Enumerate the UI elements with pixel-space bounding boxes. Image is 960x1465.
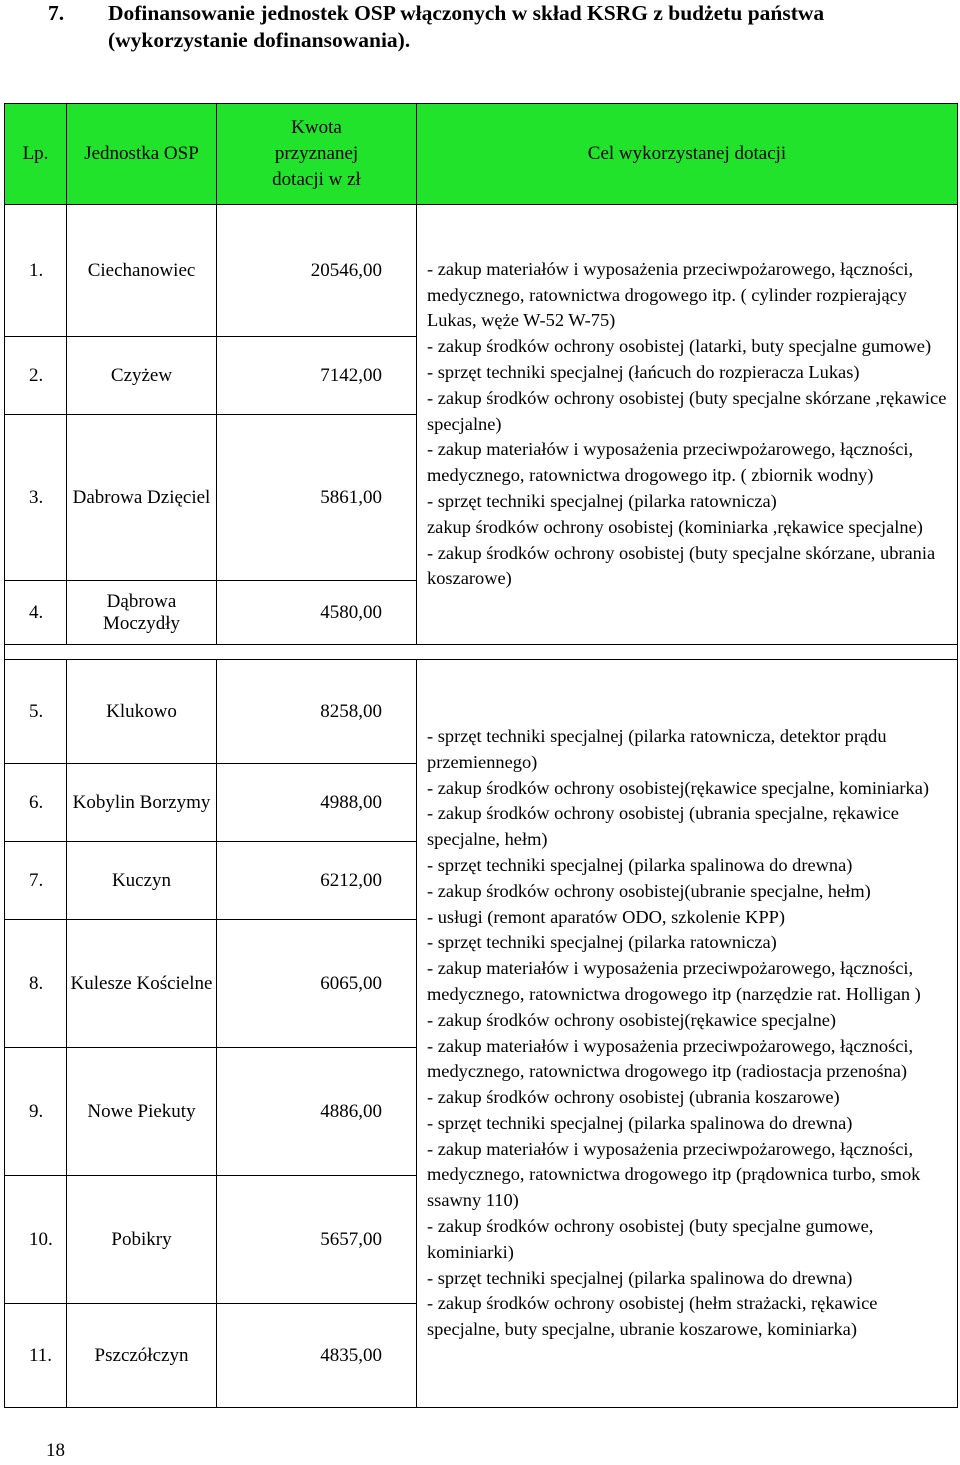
purpose-line: - zakup materiałów i wyposażenia przeciwpożarowego, łączności, medycznego, ratownictwa drogowego itp (radiostacja przenośna) [427,1035,914,1082]
table-row [5,205,958,337]
purpose-cell [417,205,958,645]
row-amount: 6212,00 [217,842,417,920]
row-amount: 4580,00 [217,581,417,645]
section-number: 7. [48,1,65,25]
row-unit: Kulesze Kościelne [67,920,217,1048]
row-lp: 10. [5,1176,67,1304]
row-unit: Ciechanowiec [67,205,217,337]
purpose-line: - zakup materiałów i wyposażenia przeciwpożarowego, łączności, medycznego, ratownictwa drogowego itp (narzędzie rat. Holligan ) [427,958,921,1004]
section-title-line2: (wykorzystanie dofinansowania). [108,28,411,52]
purpose-line: - zakup środków ochrony osobistej (buty specjalne gumowe, kominiarki) [427,1216,874,1262]
row-lp: 7. [5,842,67,920]
row-unit: Nowe Piekuty [67,1048,217,1176]
row-amount: 4886,00 [217,1048,417,1176]
header-lp: Lp. [5,104,67,205]
purpose-line: zakup środków ochrony osobistej (kominiarka ,rękawice specjalne) [427,516,923,537]
row-lp: 6. [5,764,67,842]
purpose-line: - zakup materiałów i wyposażenia przeciwpożarowego, łączności, medycznego, ratownictwa drogowego itp. ( zbiornik wodny) [427,439,914,486]
header-purpose: Cel wykorzystanej dotacji [417,104,958,205]
section-title-line1: Dofinansowanie jednostek OSP włączonych w skład KSRG z budżetu państwa [108,1,825,25]
row-lp: 1. [5,205,67,337]
purpose-line: - zakup środków ochrony osobistej (latarki, buty specjalne gumowe) [427,336,932,357]
header-amount-text: Kwota przyznanej dotacji w zł [272,117,361,190]
purpose-line: - zakup środków ochrony osobistej(rękawice specjalne) [427,1009,837,1030]
purpose-line: - zakup środków ochrony osobistej (hełm strażacki, rękawice specjalne, buty specjalne, ubranie koszarowe, kominiarka) [427,1293,878,1340]
header-unit: Jednostka OSP [67,104,217,205]
header-amount [217,104,417,205]
table-row [5,660,958,764]
row-amount: 8258,00 [217,660,417,764]
header-row [5,104,958,205]
purpose-line: - zakup środków ochrony osobistej (ubrania specjalne, rękawice specjalne, hełm) [427,803,899,850]
row-amount: 4988,00 [217,764,417,842]
row-lp: 11. [5,1304,67,1408]
group2-body [5,660,958,1408]
purpose-line: - sprzęt techniki specjalnej (pilarka ratownicza, detektor prądu przemiennego) [427,725,887,772]
row-unit: Kuczyn [67,842,217,920]
gap [5,645,958,660]
purpose-line: - zakup środków ochrony osobistej (buty specjalne skórzane ,rękawice specjalne) [427,387,947,434]
row-unit: Dabrowa Dzięciel [67,415,217,581]
row-unit: Pobikry [67,1176,217,1304]
group1-body [5,205,958,645]
purpose-line: - sprzęt techniki specjalnej (pilarka spalinowa do drewna) [427,854,853,875]
page-number: 18 [46,1440,65,1461]
row-lp: 8. [5,920,67,1048]
row-lp: 4. [5,581,67,645]
row-amount: 6065,00 [217,920,417,1048]
purpose-line: - zakup środków ochrony osobistej(rękawice specjalne, kominiarka) [427,777,929,798]
purpose-line: - zakup środków ochrony osobistej (buty specjalne skórzane, ubrania koszarowe) [427,542,936,589]
purpose-line: - zakup środków ochrony osobistej(ubranie specjalne, hełm) [427,880,871,901]
purpose-line: - zakup materiałów i wyposażenia przeciwpożarowego, łączności, medycznego, ratownictwa drogowego itp (prądownica turbo, smok ssawny 110) [427,1138,921,1211]
row-amount: 5861,00 [217,415,417,581]
row-lp: 5. [5,660,67,764]
purpose-line: - zakup środków ochrony osobistej (ubrania koszarowe) [427,1087,840,1108]
purpose-line: - sprzęt techniki specjalnej (pilarka spalinowa do drewna) [427,1267,853,1288]
purpose-line: - sprzęt techniki specjalnej (pilarka ratownicza) [427,490,777,511]
row-unit: Czyżew [67,337,217,415]
row-unit: Kobylin Borzymy [67,764,217,842]
row-unit: Pszczółczyn [67,1304,217,1408]
row-lp: 2. [5,337,67,415]
row-amount: 7142,00 [217,337,417,415]
purpose-line: - zakup materiałów i wyposażenia przeciwpożarowego, łączności, medycznego, ratownictwa drogowego itp. ( cylinder rozpierający Lukas, węże W-52 W-75) [427,258,914,331]
purpose-cell [417,660,958,1408]
purpose-line: - sprzęt techniki specjalnej (pilarka ratownicza) [427,932,777,953]
row-amount: 4835,00 [217,1304,417,1408]
row-lp: 9. [5,1048,67,1176]
row-amount: 20546,00 [217,205,417,337]
purpose-line: - usługi (remont aparatów ODO, szkolenie KPP) [427,906,786,927]
purpose-line: - sprzęt techniki specjalnej (łańcuch do rozpieracza Lukas) [427,362,860,382]
row-lp: 3. [5,415,67,581]
row-unit: Dąbrowa Moczydły [67,581,217,645]
row-amount: 5657,00 [217,1176,417,1304]
funding-table [4,103,958,1408]
purpose-line: - sprzęt techniki specjalnej (pilarka spalinowa do drewna) [427,1112,853,1133]
row-unit: Klukowo [67,660,217,764]
